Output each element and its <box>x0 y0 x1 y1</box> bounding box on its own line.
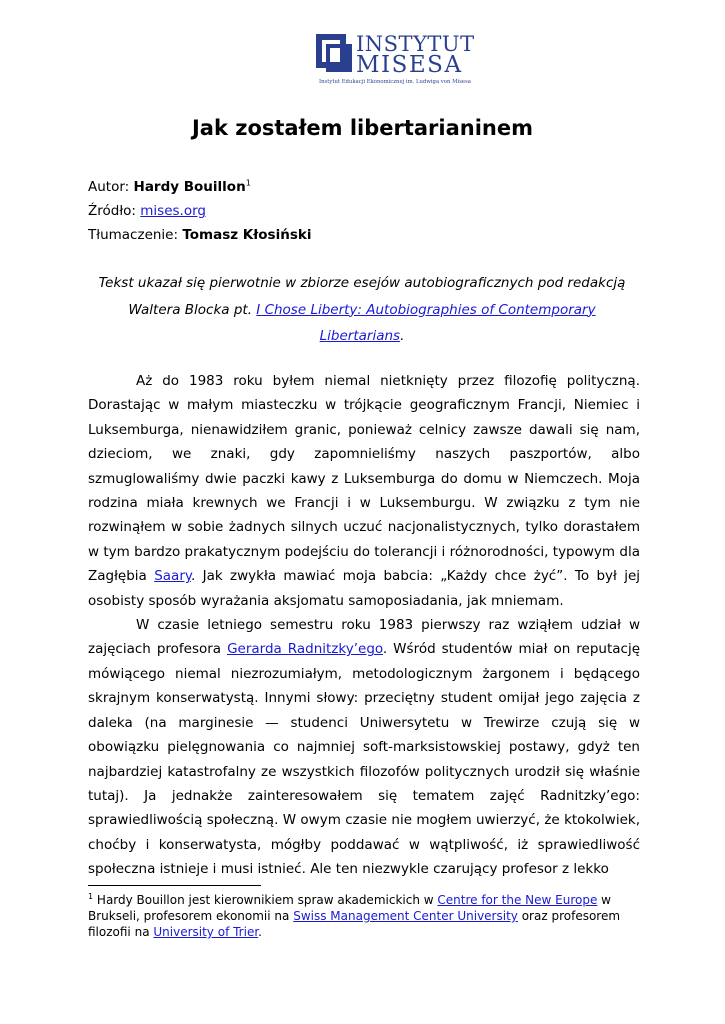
footnote-divider <box>88 885 261 886</box>
footnote-marker: 1 <box>88 892 94 901</box>
author-name: Hardy Bouillon <box>133 179 246 195</box>
source-line <box>88 202 206 220</box>
footnote <box>88 892 640 940</box>
footnote-text-2: w Brukseli, profesorem ekonomii na <box>88 893 611 923</box>
logo-subtitle: Instytut Edukacji Ekonomicznej im. Ludwiga von Misesa <box>319 79 471 85</box>
book-link[interactable]: I Chose Liberty: Autobiographies of Contemporary Libertarians <box>256 301 596 344</box>
article-body <box>88 369 640 882</box>
paragraph-1 <box>88 369 640 613</box>
intro-text: Tekst ukazał się pierwotnie w zbiorze esejów autobiograficznych pod redakcją Waltera Blocka pt. <box>98 275 626 318</box>
page-title: Jak zostałem libertarianinem <box>191 116 534 140</box>
author-label: Autor: <box>88 179 130 195</box>
paragraph-2-text: W czasie letniego semestru roku 1983 pierwszy raz wziąłem udział w zajęciach profesora <box>88 617 640 658</box>
paragraph-2-text-end: . Wśród studentów miał on reputację mówiącego niemal niezrozumiałym, metodologicznym żargonem i będącego skrajnym konserwatystą. Innymi słowy: przeciętny student omijał jego zajęcia z daleka (na marginesie — studenci Uniwersytetu w Trewirze czują się w obowiązku pielęgnowania co najmniej soft-marksistowskiej postawy, gdyż ten najbardziej katastrofalny ze wszystkich filozofów politycznych urodził się właśnie tutaj). Ja jednakże zainteresowałem się tematem zajęć Radnitzky’ego: sprawiedliwością społeczną. W owym czasie nie mogłem uwierzyć, że ktokolwiek, choćby i konserwatysta, mógłby poddawać w wątpliwość, iż sprawiedliwość społeczna istnieje i musi istnieć. Ale ten niezwykle czarujący profesor z lekko <box>88 641 641 878</box>
radnitzky-link[interactable]: Gerarda Radnitzky’ego <box>227 641 383 658</box>
translation-line <box>88 226 311 244</box>
author-footnote-marker[interactable]: 1 <box>245 178 251 188</box>
logo-line-misesa: MISESA <box>356 52 463 78</box>
logo-mark-icon <box>316 34 352 72</box>
paragraph-1-text-end: . Jak zwykła mawiać moja babcia: „Każdy chce żyć”. To był jej osobisty sposób wyrażania aksjomatu samoposiadania, jak mniemam. <box>88 568 641 609</box>
footnote-text-1: Hardy Bouillon jest kierownikiem spraw akademickich w <box>96 893 434 907</box>
smc-university-link[interactable]: Swiss Management Center University <box>293 909 518 923</box>
source-label: Źródło: <box>88 203 136 219</box>
translator-name: Tomasz Kłosiński <box>182 227 312 243</box>
footnote-text-3: oraz profesorem filozofii na <box>88 909 621 939</box>
intro-note <box>88 270 636 350</box>
footnote-text-4: . <box>258 925 262 939</box>
translation-label: Tłumaczenie: <box>88 227 179 243</box>
logo-line-instytut: INSTYTUT <box>356 32 475 56</box>
university-of-trier-link[interactable]: University of Trier <box>153 925 259 939</box>
cne-link[interactable]: Centre for the New Europe <box>437 893 598 907</box>
saary-link[interactable]: Saary <box>154 568 191 585</box>
author-line <box>88 178 251 196</box>
institute-logo <box>316 32 475 90</box>
source-link[interactable]: mises.org <box>140 203 206 219</box>
paragraph-1-text: Aż do 1983 roku byłem niemal nietknięty przez filozofię polityczną. Dorastając w małym miasteczku w trójkącie geograficznym Francji, Niemiec i Luksemburga, nienawidziłem granic, ponieważ celnicy zawsze dawali się nam, dzieciom, we znaki, gdy zapomnieliśmy naszych paszportów, albo szmuglowaliśmy dwie paczki kawy z Luksemburga do domu w Niemczech. Moja rodzina miała krewnych we Francji i w Luksemburgu. W związku z tym nie rozwinąłem w sobie żadnych silnych uczuć nacjonalistycznych, tylko dorastałem w tym bardzo prakatycznym podejściu do tolerancji i różnorodności, typowym dla Zagłębia <box>88 373 640 585</box>
intro-text-end: . <box>400 328 405 344</box>
paragraph-2 <box>88 613 640 881</box>
